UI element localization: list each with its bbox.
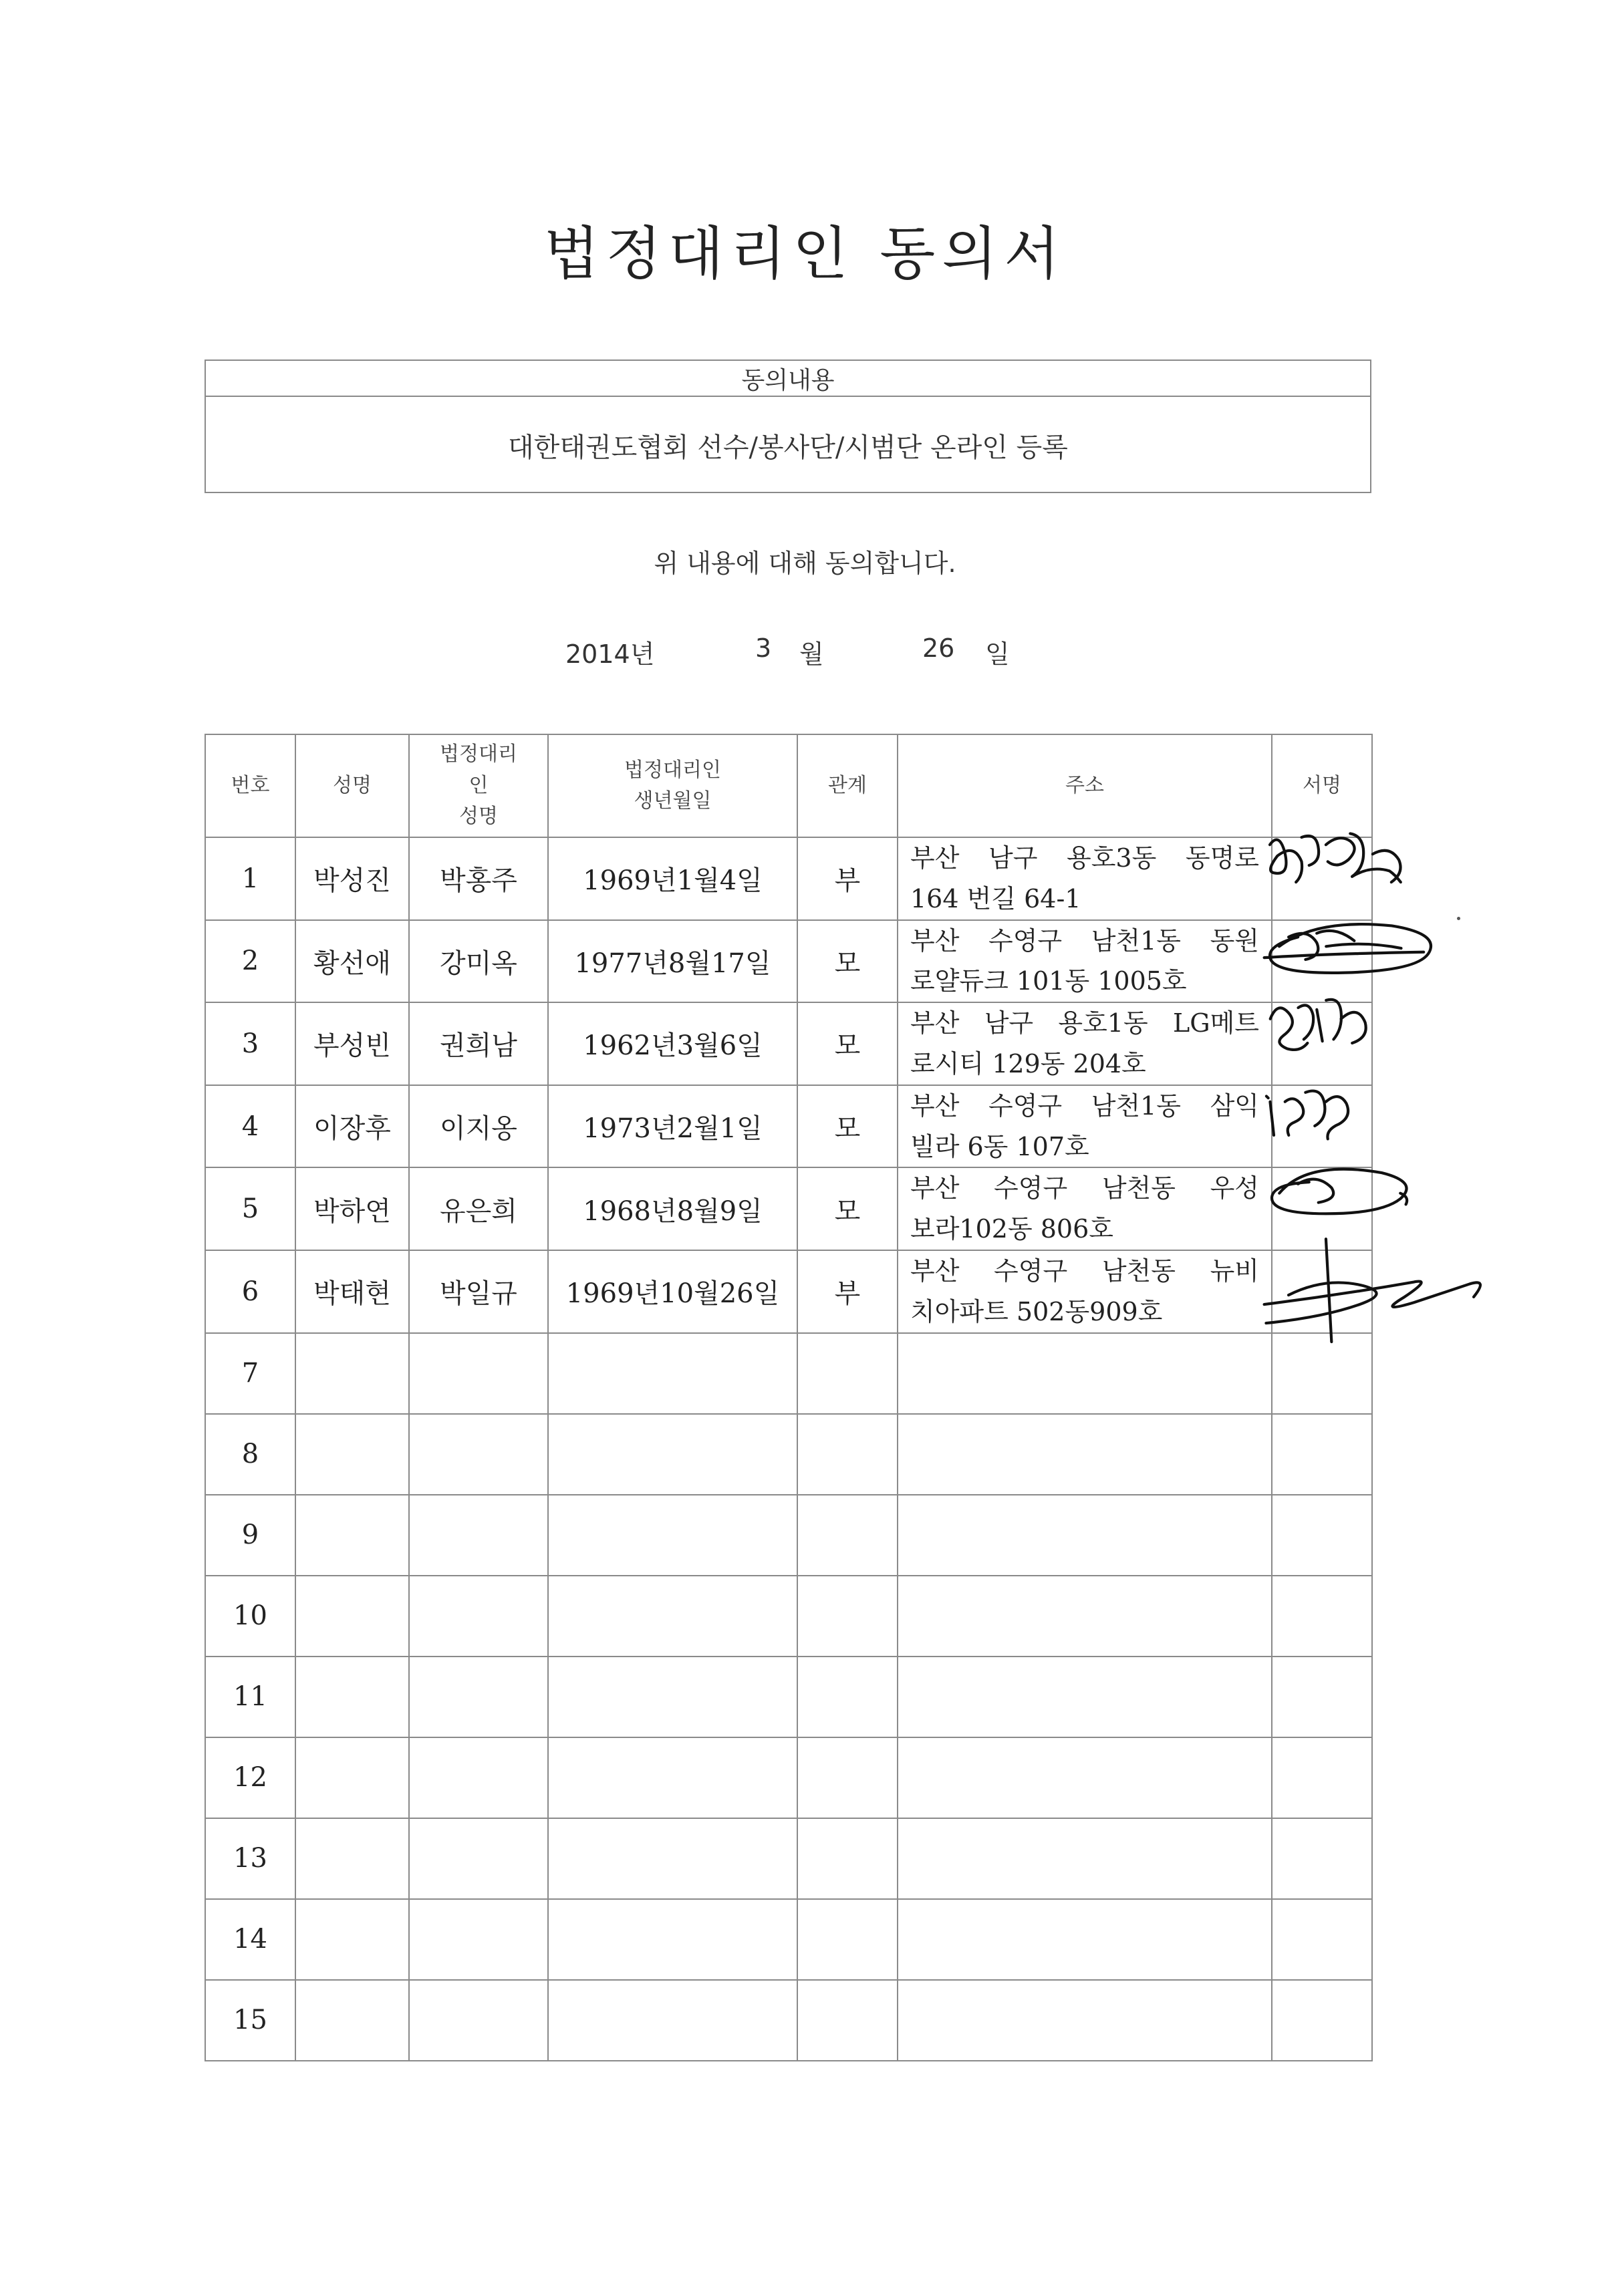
table-row — [205, 1333, 1372, 1414]
relation — [797, 1818, 898, 1899]
address-line2: 로얄듀크 101동 1005호 — [910, 966, 1187, 996]
guardian-name: 권희남 — [409, 1002, 548, 1085]
guardian-birthdate: 1973년2월1일 — [548, 1085, 797, 1168]
relation: 부 — [797, 1250, 898, 1333]
signature-cell — [1272, 1167, 1372, 1250]
date-year: 2014년 — [565, 639, 655, 669]
address — [898, 1980, 1272, 2061]
table-row — [205, 1167, 1372, 1250]
student-name: 박태현 — [295, 1250, 409, 1333]
handwritten-signature — [1260, 826, 1394, 886]
row-number: 3 — [205, 1002, 295, 1085]
address — [898, 1333, 1272, 1414]
relation: 모 — [797, 920, 898, 1003]
signature-cell — [1272, 1818, 1372, 1899]
date-day-unit: 일 — [985, 639, 1010, 669]
address — [898, 1167, 1272, 1250]
student-name: 부성빈 — [295, 1002, 409, 1085]
row-number: 10 — [205, 1576, 295, 1657]
relation — [797, 1899, 898, 1980]
guardian-name — [409, 1737, 548, 1818]
date-day-number: 26 — [922, 633, 955, 663]
guardian-birthdate: 1977년8월17일 — [548, 920, 797, 1003]
address-line2: 보라102동 806호 — [910, 1214, 1113, 1244]
header-guardian-birth-line1: 법정대리인 — [624, 758, 721, 782]
table-header-row — [205, 734, 1372, 837]
row-number: 14 — [205, 1899, 295, 1980]
student-name — [295, 1980, 409, 2061]
handwritten-signature — [1260, 909, 1421, 976]
table-row — [205, 1657, 1372, 1737]
table-row — [205, 1576, 1372, 1657]
date-month-number: 3 — [755, 633, 772, 663]
guardian-birthdate — [548, 1657, 797, 1737]
student-name — [295, 1737, 409, 1818]
address-line1: 부산 남구 용호1동 LG메트 — [910, 1008, 1259, 1038]
consent-box — [205, 360, 1371, 493]
signature-cell — [1272, 920, 1372, 1003]
address-line1: 부산 수영구 남천1동 삼익 — [910, 1091, 1259, 1121]
address — [898, 1085, 1272, 1168]
header-guardian-birth-line2: 생년월일 — [634, 789, 712, 813]
relation — [797, 1495, 898, 1576]
address-line1: 부산 수영구 남천1동 동원 — [910, 925, 1259, 956]
address — [898, 920, 1272, 1003]
signature-cell — [1272, 837, 1372, 920]
relation: 모 — [797, 1167, 898, 1250]
guardian-name: 박홍주 — [409, 837, 548, 920]
relation — [797, 1576, 898, 1657]
stray-mark — [1457, 917, 1460, 920]
guardian-name: 유은희 — [409, 1167, 548, 1250]
student-name — [295, 1333, 409, 1414]
address — [898, 837, 1272, 920]
student-name — [295, 1899, 409, 1980]
address-line2: 치아파트 502동909호 — [910, 1296, 1163, 1326]
row-number: 9 — [205, 1495, 295, 1576]
relation — [797, 1657, 898, 1737]
signature-cell — [1272, 1657, 1372, 1737]
table-row — [205, 1250, 1372, 1333]
address — [898, 1737, 1272, 1818]
date-month-unit: 월 — [799, 639, 824, 669]
student-name — [295, 1818, 409, 1899]
guardian-name — [409, 1333, 548, 1414]
guardian-name — [409, 1414, 548, 1495]
signature-cell — [1272, 1085, 1372, 1168]
guardian-name — [409, 1980, 548, 2061]
relation — [797, 1737, 898, 1818]
guardian-name: 이지옹 — [409, 1085, 548, 1168]
table-row — [205, 1818, 1372, 1899]
handwritten-signature — [1260, 1074, 1361, 1147]
guardian-name — [409, 1899, 548, 1980]
row-number: 15 — [205, 1980, 295, 2061]
consent-content: 대한태권도협회 선수/봉사단/시범단 온라인 등록 — [508, 432, 1068, 463]
guardian-name — [409, 1818, 548, 1899]
row-number: 4 — [205, 1085, 295, 1168]
signature-cell — [1272, 1899, 1372, 1980]
relation: 부 — [797, 837, 898, 920]
header-signature: 서명 — [1272, 734, 1372, 837]
signature-cell — [1272, 1333, 1372, 1414]
student-name: 황선애 — [295, 920, 409, 1003]
header-number: 번호 — [205, 734, 295, 837]
handwritten-signature — [1260, 1156, 1428, 1230]
guardian-name — [409, 1657, 548, 1737]
signature-cell — [1272, 1980, 1372, 2061]
address — [898, 1818, 1272, 1899]
document-title: 법정대리인 동의서 — [543, 221, 1067, 287]
table-row — [205, 1085, 1372, 1168]
student-name — [295, 1414, 409, 1495]
address-line1: 부산 남구 용호3동 동명로 — [910, 843, 1259, 873]
guardian-birthdate: 1968년8월9일 — [548, 1167, 797, 1250]
guardian-name: 박일규 — [409, 1250, 548, 1333]
row-number: 7 — [205, 1333, 295, 1414]
handwritten-signature — [1260, 991, 1374, 1064]
guardian-birthdate — [548, 1576, 797, 1657]
address — [898, 1002, 1272, 1085]
address — [898, 1576, 1272, 1657]
guardian-birthdate — [548, 1414, 797, 1495]
guardian-birthdate: 1969년10월26일 — [548, 1250, 797, 1333]
signature-cell — [1272, 1250, 1372, 1333]
row-number: 6 — [205, 1250, 295, 1333]
student-name: 박성진 — [295, 837, 409, 920]
row-number: 1 — [205, 837, 295, 920]
handwritten-signature — [1260, 1239, 1488, 1339]
row-number: 13 — [205, 1818, 295, 1899]
relation — [797, 1333, 898, 1414]
guardian-table — [205, 734, 1373, 2061]
guardian-birthdate — [548, 1818, 797, 1899]
row-number: 12 — [205, 1737, 295, 1818]
table-row — [205, 1980, 1372, 2061]
address-line2: 164 번길 64-1 — [910, 883, 1081, 913]
agreement-statement: 위 내용에 대해 동의합니다. — [654, 549, 956, 578]
relation — [797, 1414, 898, 1495]
signature-cell — [1272, 1002, 1372, 1085]
guardian-name — [409, 1576, 548, 1657]
relation — [797, 1980, 898, 2061]
student-name: 이장후 — [295, 1085, 409, 1168]
guardian-name: 강미옥 — [409, 920, 548, 1003]
table-row — [205, 1899, 1372, 1980]
header-relation: 관계 — [797, 734, 898, 837]
table-row — [205, 1737, 1372, 1818]
address — [898, 1495, 1272, 1576]
row-number: 11 — [205, 1657, 295, 1737]
address — [898, 1414, 1272, 1495]
table-row — [205, 1002, 1372, 1085]
table-row — [205, 920, 1372, 1003]
header-guardian-name-line1: 법정대리 — [440, 742, 517, 766]
signature-cell — [1272, 1414, 1372, 1495]
table-row — [205, 837, 1372, 920]
address — [898, 1250, 1272, 1333]
guardian-birthdate: 1969년1월4일 — [548, 837, 797, 920]
guardian-birthdate — [548, 1495, 797, 1576]
header-guardian-name-line2: 인 — [468, 773, 489, 797]
guardian-name — [409, 1495, 548, 1576]
address — [898, 1899, 1272, 1980]
signature-cell — [1272, 1737, 1372, 1818]
guardian-birthdate — [548, 1333, 797, 1414]
header-name: 성명 — [295, 734, 409, 837]
header-guardian-name-line3: 성명 — [459, 805, 498, 829]
consent-header: 동의내용 — [206, 361, 1370, 397]
address — [898, 1657, 1272, 1737]
guardian-birthdate — [548, 1899, 797, 1980]
row-number: 8 — [205, 1414, 295, 1495]
relation: 모 — [797, 1002, 898, 1085]
table-row — [205, 1414, 1372, 1495]
guardian-birthdate — [548, 1737, 797, 1818]
guardian-birthdate — [548, 1980, 797, 2061]
address-line1: 부산 수영구 남천동 우성 — [910, 1173, 1259, 1203]
signature-cell — [1272, 1495, 1372, 1576]
student-name — [295, 1657, 409, 1737]
signature-cell — [1272, 1576, 1372, 1657]
address-line2: 빌라 6동 107호 — [910, 1131, 1089, 1161]
header-address: 주소 — [898, 734, 1272, 837]
student-name — [295, 1576, 409, 1657]
header-guardian-birth — [548, 734, 797, 837]
student-name: 박하연 — [295, 1167, 409, 1250]
relation: 모 — [797, 1085, 898, 1168]
guardian-birthdate: 1962년3월6일 — [548, 1002, 797, 1085]
address-line1: 부산 수영구 남천동 뉴비 — [910, 1256, 1259, 1286]
row-number: 2 — [205, 920, 295, 1003]
table-row — [205, 1495, 1372, 1576]
address-line2: 로시티 129동 204호 — [910, 1048, 1146, 1079]
row-number: 5 — [205, 1167, 295, 1250]
header-guardian-name — [409, 734, 548, 837]
student-name — [295, 1495, 409, 1576]
